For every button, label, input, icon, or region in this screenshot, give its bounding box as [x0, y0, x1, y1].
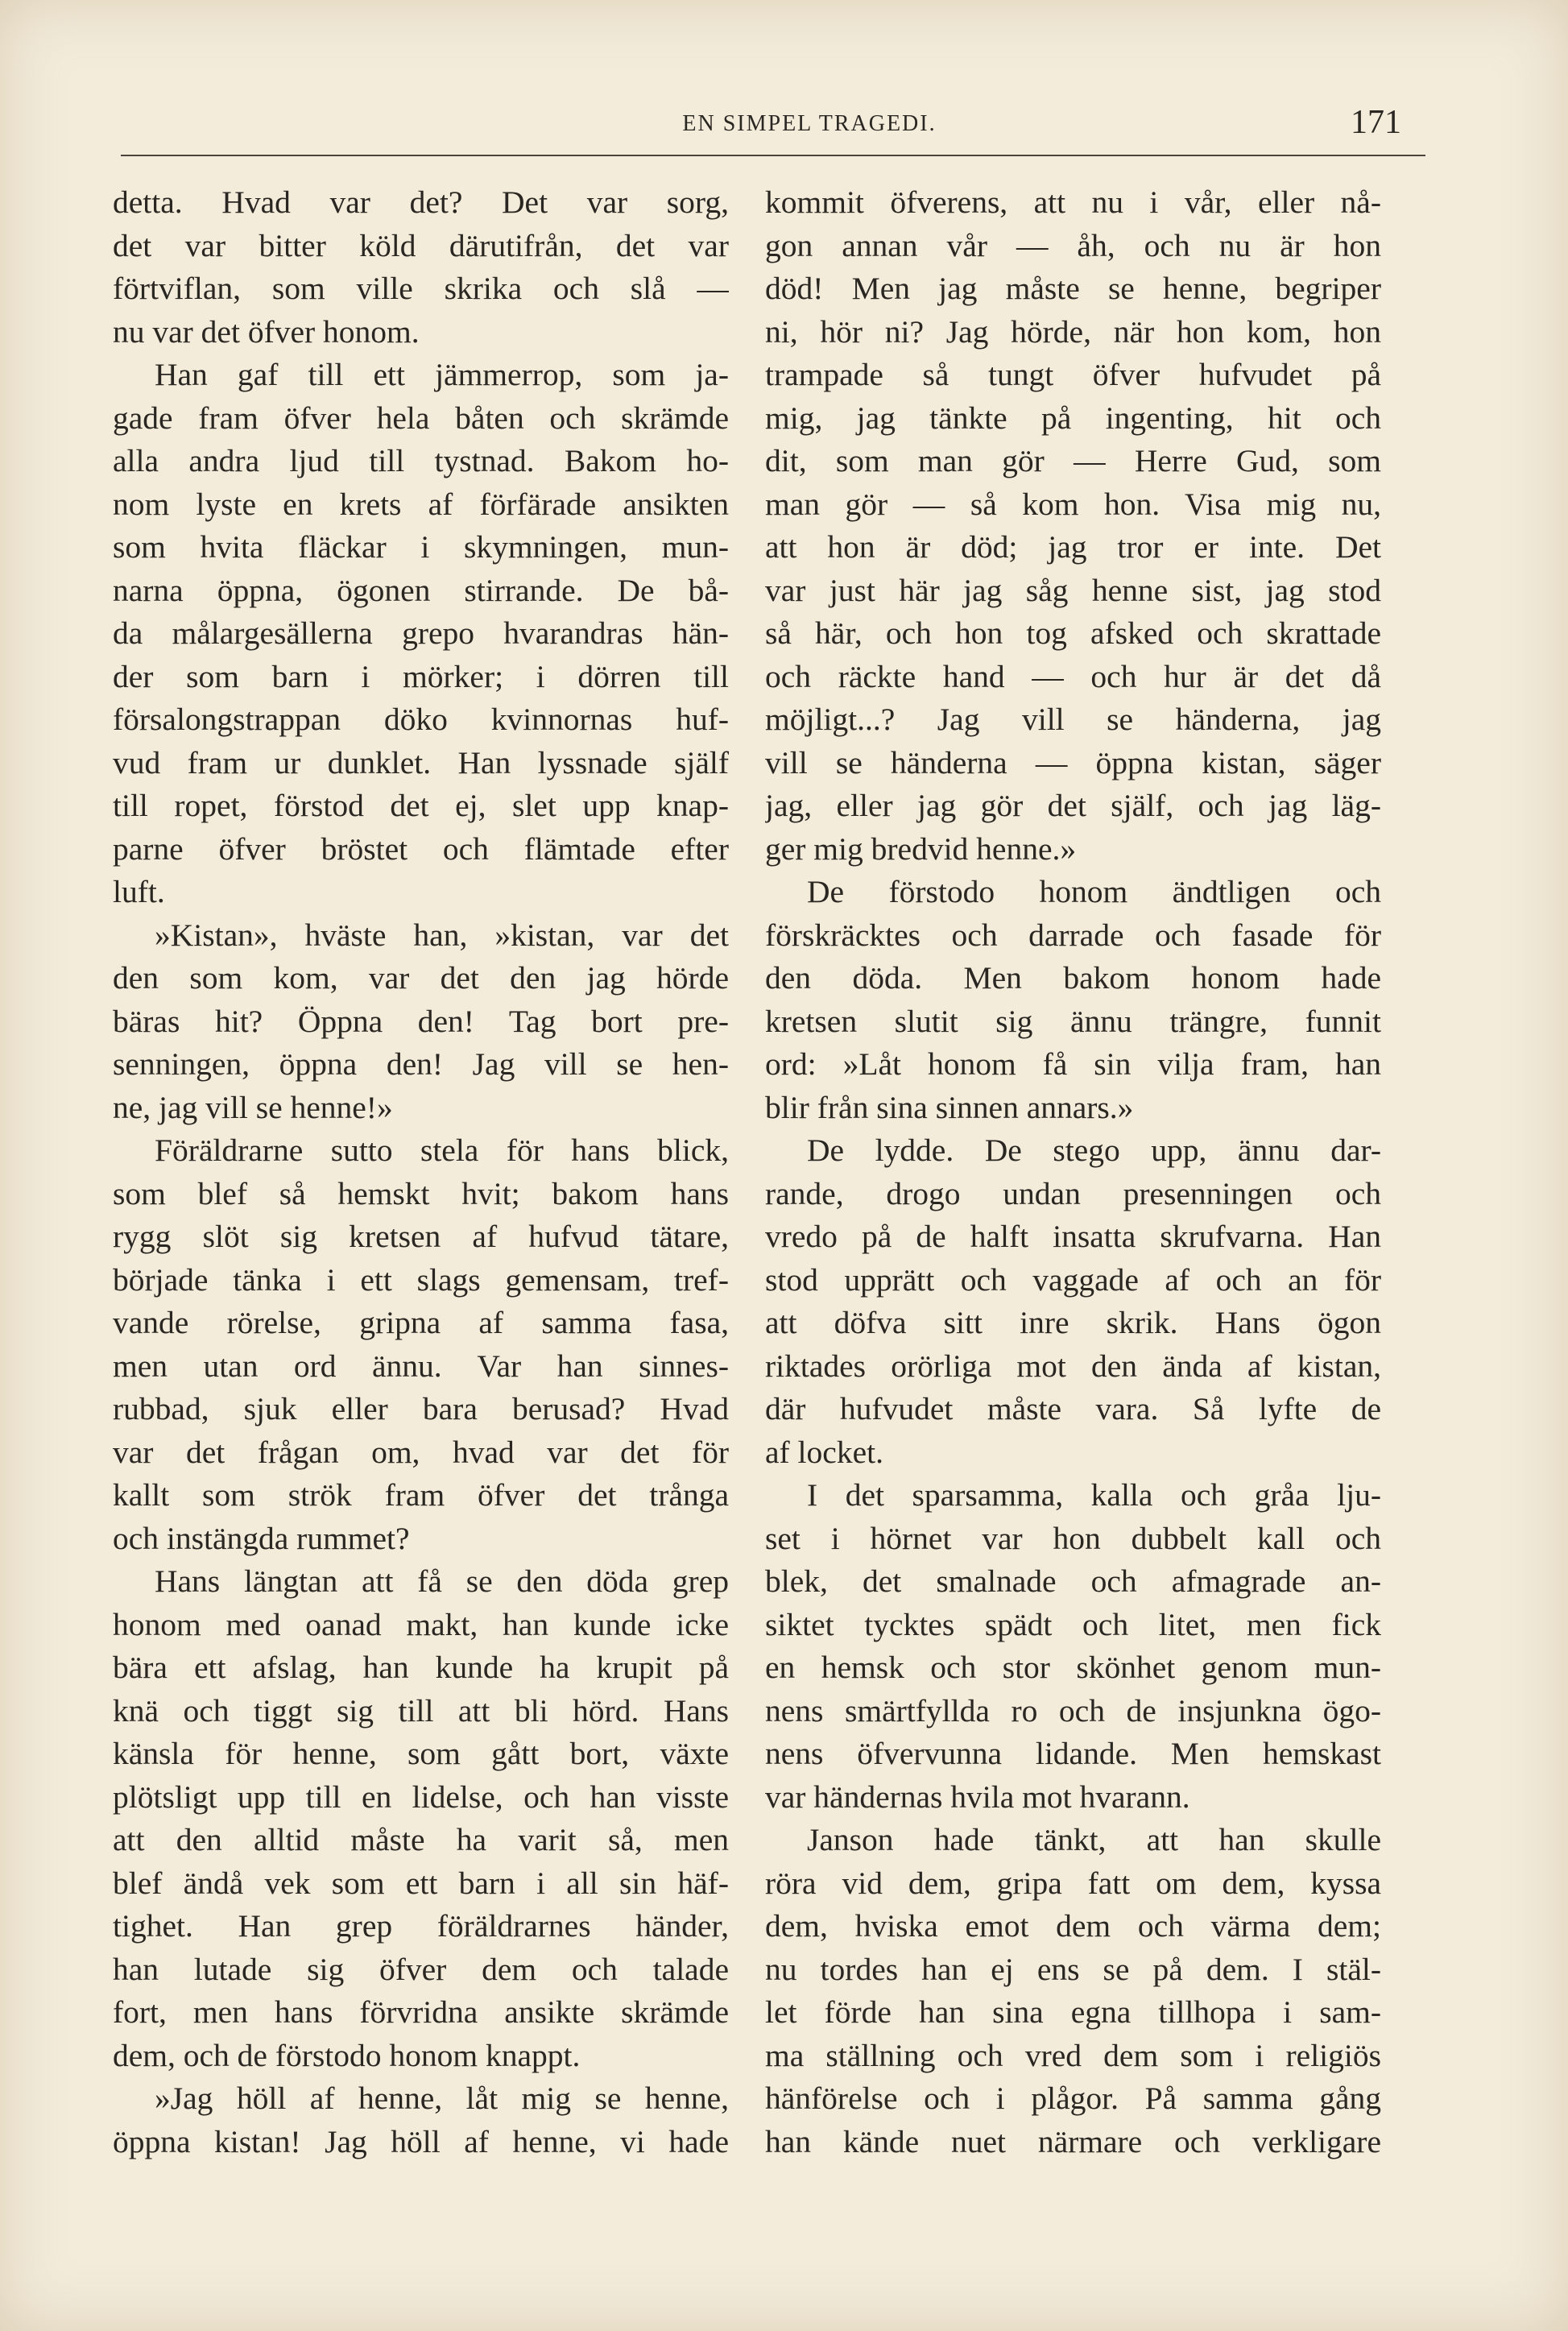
- text-line: rygg slöt sig kretsen af hufvud tätare,: [113, 1219, 729, 1254]
- text-line: let förde han sina egna tillhopa i sam-: [765, 1994, 1381, 2030]
- text-line: vill se händerna — öppna kistan, säger: [765, 744, 1381, 780]
- text-line: var det frågan om, hvad var det för: [113, 1434, 729, 1470]
- text-line: set i hörnet var hon dubbelt kall och: [765, 1520, 1381, 1556]
- text-line: kommit öfverens, att nu i vår, eller nå-: [765, 184, 1381, 220]
- text-line: som hvita fläckar i skymningen, mun-: [113, 529, 729, 565]
- text-line: I det sparsamma, kalla och gråa lju-: [807, 1477, 1381, 1513]
- text-line: vredo på de halft insatta skrufvarna. Han: [765, 1219, 1381, 1254]
- text-line: ord: »Låt honom få sin vilja fram, han: [765, 1046, 1381, 1082]
- text-line: känsla för henne, som gått bort, växte: [113, 1736, 729, 1771]
- text-line: en hemsk och stor skönhet genom mun-: [765, 1650, 1381, 1685]
- text-line: möjligt...? Jag vill se händerna, jag: [765, 702, 1381, 737]
- text-line: blir från sina sinnen annars.»: [765, 1089, 1134, 1125]
- page-header: [121, 103, 1425, 151]
- text-line: som blef så hemskt hvit; bakom hans: [113, 1175, 729, 1211]
- text-line: nu var det öfver honom.: [113, 313, 420, 350]
- right-text-column: [765, 181, 1381, 2163]
- text-line: han lutade sig öfver dem och talade: [113, 1951, 729, 1987]
- text-line: man gör — så kom hon. Visa mig nu,: [765, 486, 1381, 522]
- text-line: det var bitter köld därutifrån, det var: [113, 227, 729, 263]
- text-line: senningen, öppna den! Jag vill se hen-: [113, 1046, 729, 1082]
- text-line: De lydde. De stego upp, ännu dar-: [807, 1132, 1381, 1168]
- text-line: stod upprätt och vaggade af och an för: [765, 1261, 1381, 1298]
- text-line: detta. Hvad var det? Det var sorg,: [113, 184, 729, 220]
- text-line: da målargesällerna grepo hvarandras hän-: [113, 615, 729, 651]
- text-line: luft.: [113, 874, 165, 909]
- text-line: siktet tycktes spädt och litet, men fick: [765, 1606, 1381, 1642]
- text-line: rande, drogo undan presenningen och: [765, 1175, 1381, 1211]
- text-line: gade fram öfver hela båten och skrämde: [113, 400, 729, 436]
- text-line: af locket.: [765, 1434, 883, 1470]
- text-line: Hans längtan att få se den döda grep: [155, 1563, 729, 1599]
- text-line: ma ställning och vred dem som i religiös: [765, 2037, 1381, 2073]
- text-line: Föräldrarne sutto stela för hans blick,: [155, 1132, 729, 1168]
- text-line: öppna kistan! Jag höll af henne, vi hade: [113, 2123, 729, 2159]
- text-line: och instängda rummet?: [113, 1520, 410, 1556]
- text-line: död! Men jag måste se henne, begriper: [765, 271, 1381, 306]
- text-line: De förstodo honom ändtligen och: [807, 874, 1381, 909]
- text-line: jag, eller jag gör det själf, och jag läg-: [765, 788, 1381, 823]
- text-line: förtviflan, som ville skrika och slå —: [113, 271, 729, 306]
- text-line: knä och tiggt sig till att bli hörd. Hans: [113, 1692, 729, 1729]
- text-line: var just här jag såg henne sist, jag stod: [765, 572, 1381, 608]
- text-line: att döfva sitt inre skrik. Hans ögon: [765, 1305, 1381, 1340]
- text-line: nu tordes han ej ens se på dem. I stäl-: [765, 1951, 1381, 1987]
- text-line: vande rörelse, gripna af samma fasa,: [113, 1305, 729, 1340]
- text-line: bäras hit? Öppna den! Tag bort pre-: [113, 1003, 729, 1039]
- text-line: hänförelse och i plågor. På samma gång: [765, 2081, 1381, 2116]
- text-line: dem, och de förstodo honom knappt.: [113, 2037, 581, 2073]
- text-line: rubbad, sjuk eller bara berusad? Hvad: [113, 1391, 729, 1426]
- text-line: vud fram ur dunklet. Han lyssnade själf: [113, 744, 729, 780]
- text-line: där hufvudet måste vara. Så lyfte de: [765, 1391, 1381, 1426]
- text-line: försalongstrappan döko kvinnornas huf-: [113, 702, 729, 737]
- text-line: riktades orörliga mot den ända af kistan,: [765, 1348, 1381, 1384]
- text-line: Janson hade tänkt, att han skulle: [807, 1822, 1381, 1857]
- text-line: och räckte hand — och hur är det då: [765, 658, 1381, 694]
- header-rule: [121, 155, 1425, 156]
- text-line: »Jag höll af henne, låt mig se henne,: [155, 2081, 729, 2116]
- text-line: att den alltid måste ha varit så, men: [113, 1822, 729, 1857]
- text-line: ne, jag vill se henne!»: [113, 1089, 393, 1125]
- text-line: började tänka i ett slags gemensam, tref-: [113, 1261, 729, 1298]
- text-line: ger mig bredvid henne.»: [765, 830, 1077, 867]
- text-line: Han gaf till ett jämmerrop, som ja-: [155, 357, 729, 392]
- text-line: narna öppna, ögonen stirrande. De bå-: [113, 572, 729, 608]
- text-line: honom med oanad makt, han kunde icke: [113, 1606, 729, 1642]
- text-line: mig, jag tänkte på ingenting, hit och: [765, 400, 1381, 436]
- text-line: fort, men hans förvridna ansikte skrämde: [113, 1994, 729, 2030]
- text-line: nens öfvervunna lidande. Men hemskast: [765, 1736, 1381, 1771]
- text-line: bära ett afslag, han kunde ha krupit på: [113, 1650, 729, 1685]
- text-line: till ropet, förstod det ej, slet upp knap-: [113, 788, 729, 823]
- text-line: den döda. Men bakom honom hade: [765, 960, 1381, 996]
- text-line: gon annan vår — åh, och nu är hon: [765, 227, 1381, 263]
- left-text-column: [113, 181, 729, 2163]
- text-line: kallt som strök fram öfver det trånga: [113, 1477, 729, 1513]
- text-line: förskräcktes och darrade och fasade för: [765, 917, 1381, 953]
- text-line: parne öfver bröstet och flämtade efter: [113, 830, 729, 867]
- text-line: plötsligt upp till en lidelse, och han visste: [113, 1778, 729, 1815]
- text-line: att hon är död; jag tror er inte. Det: [765, 529, 1381, 565]
- text-line: blek, det smalnade och afmagrade an-: [765, 1563, 1381, 1599]
- text-line: ni, hör ni? Jag hörde, när hon kom, hon: [765, 313, 1381, 350]
- text-line: tighet. Han grep föräldrarnes händer,: [113, 1908, 729, 1944]
- text-line: kretsen slutit sig ännu trängre, funnit: [765, 1003, 1381, 1039]
- text-line: så här, och hon tog afsked och skrattade: [765, 615, 1381, 651]
- text-line: alla andra ljud till tystnad. Bakom ho-: [113, 443, 729, 478]
- text-line: den som kom, var det den jag hörde: [113, 960, 729, 996]
- text-line: nens smärtfyllda ro och de insjunkna ögo-: [765, 1692, 1381, 1729]
- text-line: röra vid dem, gripa fatt om dem, kyssa: [765, 1865, 1381, 1901]
- text-line: dit, som man gör — Herre Gud, som: [765, 443, 1381, 478]
- text-line: trampade så tungt öfver hufvudet på: [765, 357, 1381, 392]
- text-line: var händernas hvila mot hvarann.: [765, 1778, 1190, 1815]
- running-title: EN SIMPEL TRAGEDI.: [682, 111, 937, 136]
- text-line: blef ändå vek som ett barn i all sin häf-: [113, 1865, 729, 1901]
- text-line: »Kistan», hväste han, »kistan, var det: [155, 917, 729, 953]
- text-line: han kände nuet närmare och verkligare: [765, 2123, 1381, 2159]
- text-line: dem, hviska emot dem och värma dem;: [765, 1908, 1381, 1944]
- text-line: der som barn i mörker; i dörren till: [113, 658, 729, 694]
- text-line: men utan ord ännu. Var han sinnes-: [113, 1348, 729, 1384]
- page-number: 171: [1351, 104, 1401, 141]
- text-line: nom lyste en krets af förfärade ansikten: [113, 486, 729, 522]
